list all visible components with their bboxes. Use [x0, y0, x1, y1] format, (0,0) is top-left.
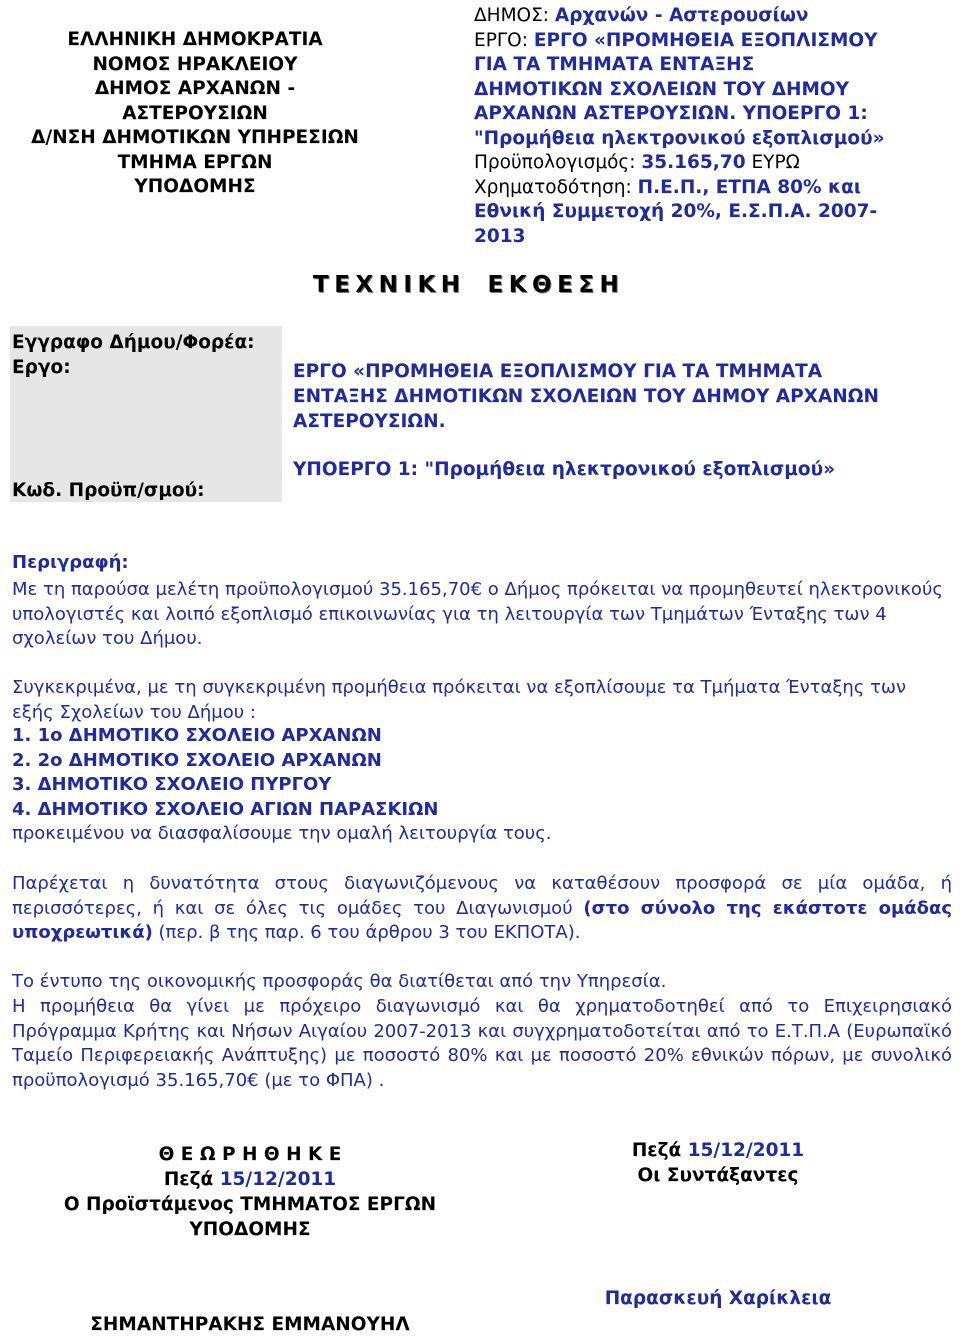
- issuer-line: Δ/ΝΣΗ ΔΗΜΟΤΙΚΩΝ ΥΠΗΡΕΣΙΩΝ: [31, 127, 359, 148]
- authors-date: 15/12/2011: [687, 1140, 805, 1161]
- school-item: 4. ΔΗΜΟΤΙΚΟ ΣΧΟΛΕΙΟ ΑΓΙΩΝ ΠΑΡΑΣΚΙΩΝ: [12, 798, 439, 820]
- municipality-value: Αρχανών - Αστερουσίων: [554, 5, 809, 26]
- project-label: ΕΡΓΟ:: [474, 29, 534, 51]
- issuer-line: ΤΜΗΜΑ ΕΡΓΩΝ: [117, 151, 273, 173]
- school-item: 1. 1ο ΔΗΜΟΤΙΚΟ ΣΧΟΛΕΙΟ ΑΡΧΑΝΩΝ: [12, 725, 382, 746]
- description-paragraph: Με τη παρούσα μελέτη προϋπολογισμού 35.165,70€ ο Δήμος πρόκειται να προμηθευτεί ηλεκτρονικούς υπολογιστές και λοιπό εξοπλισμό επικοινωνίας για τη λειτουργία των Τμημάτων Ένταξης των 4 σχολείων του Δήμου.: [12, 579, 943, 649]
- approval-place: Πεζά: [163, 1169, 220, 1190]
- title-word: ΕΚΘΕΣΗ: [487, 272, 625, 298]
- budget-currency: ΕΥΡΩ: [745, 152, 800, 173]
- approval-date: 15/12/2011: [219, 1169, 337, 1190]
- budget-value: 35.165,70: [641, 152, 746, 173]
- issuer-block: [20, 28, 370, 200]
- approval-title: Θ Ε Ω Ρ Η Θ Η Κ Ε: [158, 1144, 342, 1165]
- issuer-line: ΝΟΜΟΣ ΗΡΑΚΛΕΙΟΥ: [92, 53, 298, 75]
- project-info-block: [474, 4, 954, 249]
- approver-name: ΣΗΜΑΝΤΗΡΑΚΗΣ ΕΜΜΑΝΟΥΗΛ: [90, 1314, 410, 1335]
- funding-value: Εθνική Συμμετοχή 20%, Ε.Σ.Π.Α. 2007-: [474, 201, 878, 222]
- offer-text: Παρέχεται η δυνατότητα στους διαγωνιζόμενους να καταθέσουν προσφορά σε μία ομάδα, ή περισσότερες, ή και σε όλες τις ομάδες του Διαγωνισμού: [12, 873, 952, 919]
- title-word: ΤΕΧΝΙΚΗ: [313, 272, 466, 298]
- description-paragraph: [12, 872, 952, 946]
- issuer-line: ΔΗΜΟΣ ΑΡΧΑΝΩΝ - ΑΣΤΕΡΟΥΣΙΩΝ: [94, 78, 296, 124]
- budget-code-value: ΥΠΟΕΡΓΟ 1: "Προμήθεια ηλεκτρονικού εξοπλισμού»: [293, 459, 836, 480]
- offer-text: (περ. β της παρ. 6 του άρθρου 3 του ΕΚΠΟΤΑ).: [152, 922, 581, 943]
- project-line: ΔΗΜΟΤΙΚΩΝ ΣΧΟΛΕΙΩΝ ΤΟΥ ΔΗΜΟΥ: [474, 78, 850, 100]
- project-line: ΓΙΑ ΤΑ ΤΜΗΜΑΤΑ ΕΝΤΑΞΗΣ: [474, 54, 755, 75]
- issuer-line: ΥΠΟΔΟΜΗΣ: [134, 176, 256, 197]
- funding-label: Χρηματοδότηση:: [474, 176, 638, 198]
- budget-code-label: Κωδ. Προϋπ/σμού:: [12, 480, 205, 501]
- budget-label: Προϋπολογισμός:: [474, 152, 642, 173]
- approval-role: ΥΠΟΔΟΜΗΣ: [189, 1219, 311, 1240]
- school-item: 3. ΔΗΜΟΤΙΚΟ ΣΧΟΛΕΙΟ ΠΥΡΓΟΥ: [12, 774, 332, 795]
- authors-place: Πεζά: [631, 1140, 688, 1161]
- doc-label: Εγγραφο Δήμου/Φορέα:: [12, 332, 255, 353]
- authors-role: Οι Συντάξαντες: [637, 1165, 799, 1186]
- school-list: [12, 724, 952, 822]
- authors-block: [568, 1138, 868, 1188]
- document-title: [313, 272, 624, 298]
- description-paragraph: προκειμένου να διασφαλίσουμε την ομαλή λειτουργία τους.: [12, 823, 552, 844]
- description-heading: Περιγραφή:: [12, 552, 129, 573]
- funding-value: 2013: [474, 225, 526, 247]
- author-name: Παρασκευή Χαρίκλεια: [604, 1288, 832, 1309]
- approval-block: [50, 1142, 450, 1242]
- project-field-label: Εργο:: [12, 357, 71, 378]
- project-field-value: ΕΡΓΟ «ΠΡΟΜΗΘΕΙΑ ΕΞΟΠΛΙΣΜΟΥ ΓΙΑ ΤΑ ΤΜΗΜΑΤΑ ΕΝΤΑΞΗΣ ΔΗΜΟΤΙΚΩΝ ΣΧΟΛΕΙΩΝ ΤΟΥ ΔΗΜΟΥ ΑΡΧΑΝΩΝ ΑΣΤΕΡΟΥΣΙΩΝ.: [293, 361, 879, 432]
- description-paragraph: Η προμήθεια θα γίνει με πρόχειρο διαγωνισμό και θα χρηματοδοτηθεί από το Επιχειρησιακό Πρόγραμμα Κρήτης και Νήσων Αιγαίου 2007-2013 και συγχρηματοδοτείται από το Ε.Τ.Π.Α (Ευρωπαϊκό Ταμείο Περιφερειακής Ανάπτυξης) με ποσοστό 80% και με ποσοστό 20% εθνικών πόρων, με συνολικό προϋπολογισμό 35.165,70€ (με το ΦΠΑ) .: [12, 996, 952, 1091]
- description-paragraph: Συγκεκριμένα, με τη συγκεκριμένη προμήθεια πρόκειται να εξοπλίσουμε τα Τμήματα Ένταξης των εξής Σχολείων του Δήμου :: [12, 677, 907, 723]
- description-paragraph: Το έντυπο της οικονομικής προσφοράς θα διατίθεται από την Υπηρεσία.: [12, 971, 667, 992]
- municipality-label: ΔΗΜΟΣ:: [474, 5, 555, 26]
- issuer-line: ΕΛΛΗΝΙΚΗ ΔΗΜΟΚΡΑΤΙΑ: [67, 29, 323, 50]
- school-item: 2. 2ο ΔΗΜΟΤΙΚΟ ΣΧΟΛΕΙΟ ΑΡΧΑΝΩΝ: [12, 749, 382, 771]
- approval-role: Ο Προϊστάμενος ΤΜΗΜΑΤΟΣ ΕΡΓΩΝ: [63, 1194, 437, 1215]
- project-line: ΑΡΧΑΝΩΝ ΑΣΤΕΡΟΥΣΙΩΝ. ΥΠΟΕΡΓΟ 1:: [474, 103, 868, 124]
- project-line: "Προμήθεια ηλεκτρονικού εξοπλισμού»: [474, 127, 885, 149]
- funding-value: Π.Ε.Π., ΕΤΠΑ 80% και: [637, 176, 862, 198]
- offer-text-bold: (στο σύνολο της εκάστοτε ομάδας υποχρεωτικά): [12, 897, 952, 943]
- project-line: ΕΡΓΟ «ΠΡΟΜΗΘΕΙΑ ΕΞΟΠΛΙΣΜΟΥ: [533, 29, 878, 51]
